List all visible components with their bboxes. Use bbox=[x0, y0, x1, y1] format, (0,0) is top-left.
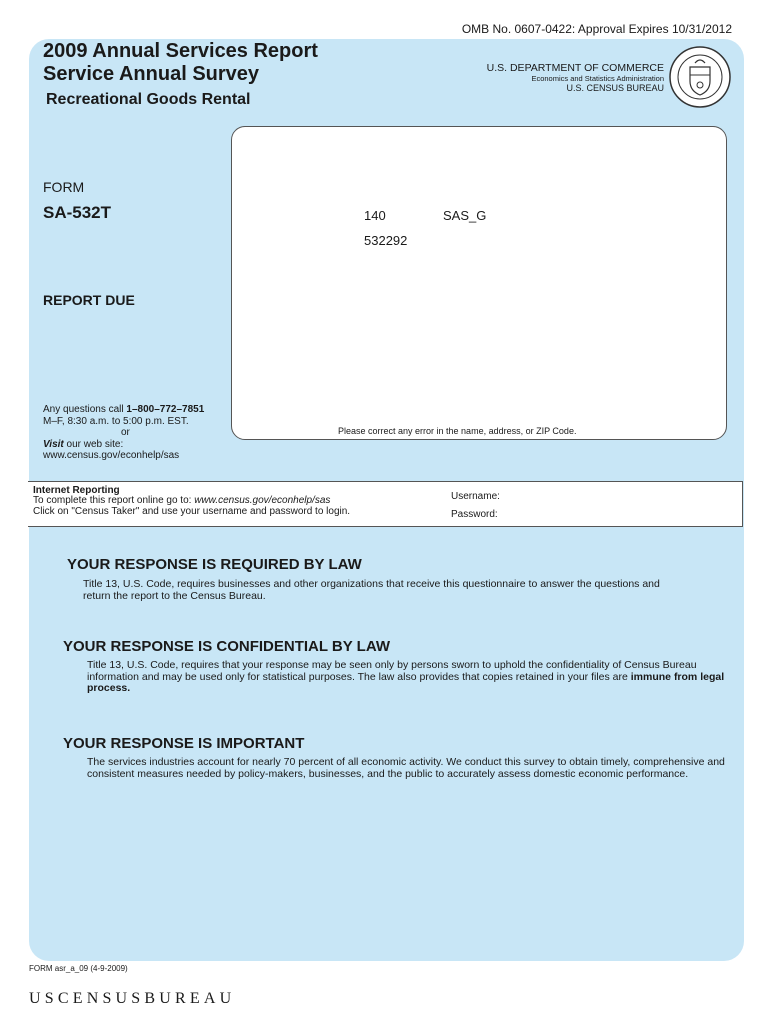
contact-info bbox=[43, 404, 204, 462]
confidential-body-text: Title 13, U.S. Code, requires that your response may be seen only by persons sworn to uphold the confidentiality of Census Bureau information and may be used only for statistical purposes. The law also provides that copies retained in your files are bbox=[87, 659, 697, 683]
internet-line1-prefix: To complete this report online go to: bbox=[33, 495, 195, 506]
census-bureau-logo: USCENSUSBUREAU bbox=[29, 990, 236, 1007]
omb-approval-text: OMB No. 0607-0422: Approval Expires 10/31/2012 bbox=[461, 22, 732, 36]
report-title: 2009 Annual Services Report bbox=[43, 40, 318, 62]
internet-reporting-url[interactable]: www.census.gov/econhelp/sas bbox=[194, 495, 331, 506]
contact-prefix: Any questions call bbox=[43, 404, 127, 415]
password-label: Password: bbox=[451, 509, 498, 520]
address-correction-note: Please correct any error in the name, address, or ZIP Code. bbox=[338, 426, 577, 436]
form-label: FORM bbox=[43, 179, 85, 195]
confidential-body bbox=[87, 660, 727, 695]
internet-reporting-line1 bbox=[33, 495, 330, 506]
form-number: SA-532T bbox=[43, 203, 112, 222]
contact-hours: M–F, 8:30 a.m. to 5:00 p.m. EST. bbox=[43, 415, 189, 427]
administration-name: Economics and Statistics Administration bbox=[531, 74, 664, 83]
address-code-3: 532292 bbox=[364, 233, 408, 248]
survey-title: Service Annual Survey bbox=[43, 63, 260, 85]
department-of-commerce-seal-icon bbox=[668, 45, 732, 109]
important-heading: YOUR RESPONSE IS IMPORTANT bbox=[63, 735, 305, 752]
mailing-address-box bbox=[231, 126, 727, 440]
address-code-2: SAS_G bbox=[443, 208, 487, 223]
confidential-body-bold: immune from legal process. bbox=[87, 670, 725, 694]
confidential-heading: YOUR RESPONSE IS CONFIDENTIAL BY LAW bbox=[63, 638, 390, 655]
visit-label: Visit bbox=[43, 438, 64, 450]
address-code-1: 140 bbox=[364, 208, 386, 223]
form-code: FORM asr_a_09 (4-9-2009) bbox=[29, 964, 128, 973]
department-block bbox=[487, 62, 664, 93]
website-link[interactable]: www.census.gov/econhelp/sas bbox=[43, 450, 180, 461]
internet-reporting-heading: Internet Reporting bbox=[33, 485, 120, 496]
report-due-label: REPORT DUE bbox=[43, 292, 135, 308]
required-body: Title 13, U.S. Code, requires businesses and other organizations that receive this questionnaire to answer the questions and return the report to the Census Bureau. bbox=[83, 578, 660, 602]
department-name: U.S. DEPARTMENT OF COMMERCE bbox=[486, 62, 664, 74]
industry-title: Recreational Goods Rental bbox=[46, 91, 251, 108]
required-heading: YOUR RESPONSE IS REQUIRED BY LAW bbox=[67, 556, 362, 573]
internet-reporting-line2: Click on "Census Taker" and use your username and password to login. bbox=[33, 506, 351, 517]
contact-phone: 1–800–772–7851 bbox=[126, 404, 205, 415]
important-body: The services industries account for nearly 70 percent of all economic activity. We conduct this survey to obtain timely, comprehensive and consistent measures needed by policy-makers, businesses, and the public to accurately assess domestic economic performance. bbox=[87, 756, 725, 780]
username-label: Username: bbox=[451, 491, 500, 502]
contact-or: or bbox=[121, 427, 130, 438]
visit-rest: our web site: bbox=[63, 438, 124, 450]
bureau-name: U.S. CENSUS BUREAU bbox=[566, 83, 664, 93]
